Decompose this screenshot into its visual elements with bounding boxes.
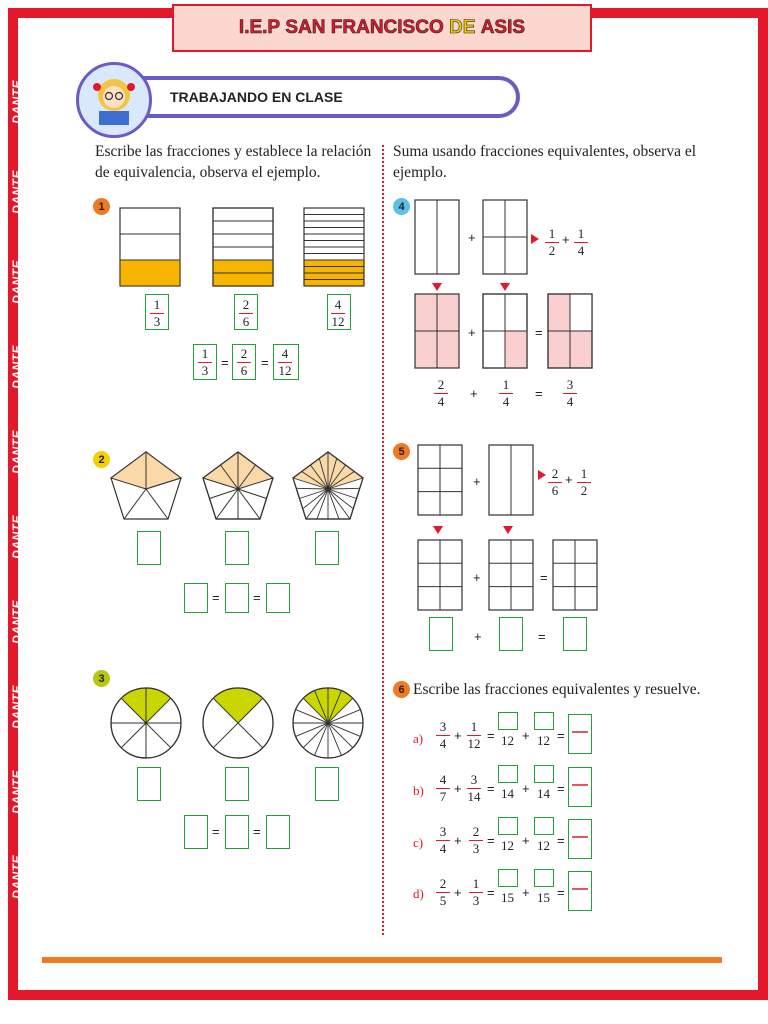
watermark-bottom-1: DANTE [36, 965, 80, 979]
p6-row-a-eq-1: = [487, 728, 495, 743]
p2-pentagon-fifths [108, 449, 188, 529]
p4-result-frac-1: 2 4 [434, 378, 448, 409]
p4-result-frac-2: 1 4 [499, 378, 513, 409]
p4-arrow-down-1 [432, 283, 442, 291]
p1-eq-fraction-3: 4 12 [278, 346, 292, 378]
watermark-bottom-8: DANTE [680, 965, 724, 979]
p3-eq-box-2[interactable] [225, 815, 249, 849]
p1-bar-sixths [213, 208, 275, 288]
watermark-top-1: DANTE [20, 20, 64, 34]
p4-plus-mid: + [468, 325, 476, 340]
watermark-bottom-3: DANTE [220, 965, 264, 979]
watermark-left-3: DANTE [10, 260, 24, 304]
p5-add-plus: + [565, 472, 573, 487]
p4-rect-halves [415, 200, 461, 276]
watermark-bottom-7: DANTE [588, 965, 632, 979]
p4-add-plus: + [562, 232, 570, 247]
p4-add-frac-2: 1 4 [574, 227, 588, 258]
watermark-left-1: DANTE [10, 80, 24, 124]
p2-eq-box-1[interactable] [184, 583, 208, 613]
section-title: TRABAJANDO EN CLASE [170, 89, 343, 105]
header-asis: ASIS [480, 17, 526, 38]
p6-row-a-frac-1: 3 4 [436, 720, 450, 751]
p6-row-c-num-box-1[interactable] [498, 817, 518, 835]
watermark-right-5: DANTE [740, 420, 754, 464]
p4-add-frac-1: 1 2 [545, 227, 559, 258]
p6-row-b-den-1: 14 [501, 786, 514, 801]
p6-row-a-num-box-1[interactable] [498, 712, 518, 730]
watermark-left-4: DANTE [10, 345, 24, 389]
p2-answer-1[interactable] [137, 531, 161, 565]
p6-row-d-eq-1: = [487, 885, 495, 900]
right-instruction: Suma usando fracciones equivalentes, observa el ejemplo. [393, 143, 697, 181]
watermark-top-4: DANTE [675, 20, 719, 34]
p3-equals-2: = [253, 824, 261, 839]
p3-circle-eighths [108, 685, 188, 765]
p6-result-bars [571, 732, 591, 932]
left-instruction: Escribe las fracciones y establece la relación de equivalencia, observa el ejemplo. [95, 143, 372, 181]
watermark-right-9: DANTE [740, 760, 754, 804]
watermark-top-2: DANTE [112, 20, 156, 34]
p6-row-d-num-box-1[interactable] [498, 869, 518, 887]
p6-row-a-num-box-2[interactable] [534, 712, 554, 730]
p6-row-a-eq-2: = [557, 728, 565, 743]
watermark-top-3: DANTE [598, 20, 642, 34]
p6-row-a-plus-1: + [454, 728, 462, 743]
p6-row-c-frac-1: 3 4 [436, 825, 450, 856]
p6-row-d-den-1: 15 [501, 890, 514, 905]
p6-row-a-frac-2: 1 12 [467, 719, 481, 751]
p4-plus-top: + [468, 230, 476, 245]
p6-row-c-den-2: 12 [537, 838, 550, 853]
p1-equals-2: = [261, 355, 269, 370]
p4-result-equals: = [535, 386, 543, 401]
p2-eq-box-3[interactable] [266, 583, 290, 613]
p5-result-equals: = [538, 629, 546, 644]
p3-answer-3[interactable] [315, 767, 339, 801]
problem-2-number: 2 [93, 451, 110, 468]
p2-equals-2: = [253, 590, 261, 605]
p5-result-box-3[interactable] [563, 617, 587, 651]
p6-row-c-den-1: 12 [501, 838, 514, 853]
p5-add-frac-2: 1 2 [577, 467, 591, 498]
problem-5-number: 5 [393, 443, 410, 460]
problem-1-number: 1 [93, 198, 110, 215]
column-divider [382, 145, 384, 935]
p3-circle-sixteenths [290, 685, 370, 765]
p6-row-b-plus-2: + [522, 781, 530, 796]
p6-row-b-plus-1: + [454, 781, 462, 796]
p6-row-b-num-box-2[interactable] [534, 765, 554, 783]
p3-answer-1[interactable] [137, 767, 161, 801]
p6-row-b-frac-2: 3 14 [467, 772, 481, 804]
p5-arrow-right [538, 470, 546, 480]
p5-result-box-1[interactable] [429, 617, 453, 651]
p3-eq-box-1[interactable] [184, 815, 208, 849]
p5-rect-sixths [418, 445, 464, 517]
p6-row-c-num-box-2[interactable] [534, 817, 554, 835]
header-de: DE [449, 17, 476, 38]
p4-result-plus: + [470, 386, 478, 401]
watermark-left-8: DANTE [10, 685, 24, 729]
p4-rect-three-quarters [548, 294, 594, 370]
watermark-bottom-5: DANTE [404, 965, 448, 979]
p6-row-c-plus-2: + [522, 833, 530, 848]
p6-instruction: Escribe las fracciones equivalentes y resuelve. [413, 681, 701, 698]
p6-row-a-den-2: 12 [537, 733, 550, 748]
p6-row-b-label: b) [413, 783, 424, 798]
p6-row-c-label: c) [413, 835, 424, 850]
p6-row-a-label: a) [413, 731, 424, 746]
p1-fraction-3: 4 12 [331, 297, 345, 329]
school-header [172, 4, 592, 52]
p6-row-c-eq-2: = [557, 833, 565, 848]
watermark-right-2: DANTE [740, 165, 754, 209]
p6-row-d-frac-1: 2 5 [436, 877, 450, 908]
p1-fraction-2: 2 6 [239, 298, 253, 329]
p5-rect-mid-3 [553, 540, 599, 612]
watermark-bottom-6: DANTE [496, 965, 540, 979]
p6-row-d-plus-2: + [522, 885, 530, 900]
p1-eq-fraction-1: 1 3 [198, 347, 212, 378]
p6-row-d-frac-2: 1 3 [469, 877, 483, 908]
p3-eq-box-3[interactable] [266, 815, 290, 849]
p5-plus-mid: + [473, 570, 481, 585]
p4-equals-mid: = [535, 325, 543, 340]
p2-answer-3[interactable] [315, 531, 339, 565]
p6-row-d-label: d) [413, 886, 424, 901]
p6-row-d-num-box-2[interactable] [534, 869, 554, 887]
p6-row-b-frac-1: 4 7 [436, 773, 450, 804]
section-banner [120, 76, 520, 118]
problem-3-number: 3 [93, 670, 110, 687]
p4-arrow-right [531, 234, 539, 244]
watermark-right-7: DANTE [740, 590, 754, 634]
watermark-right-4: DANTE [740, 335, 754, 379]
watermark-left-5: DANTE [10, 430, 24, 474]
p5-result-box-2[interactable] [499, 617, 523, 651]
watermark-right-3: DANTE [740, 250, 754, 294]
p6-row-c-frac-2: 2 3 [469, 825, 483, 856]
p1-bar-thirds [120, 208, 182, 288]
watermark-right-6: DANTE [740, 505, 754, 549]
watermark-right-8: DANTE [740, 675, 754, 719]
p5-rect-halves [489, 445, 535, 517]
p6-row-c-eq-1: = [487, 833, 495, 848]
p5-arrow-down-2 [503, 526, 513, 534]
p5-rect-mid-2 [489, 540, 535, 612]
p6-row-b-eq-2: = [557, 781, 565, 796]
p6-row-c-plus-1: + [454, 833, 462, 848]
watermark-left-9: DANTE [10, 770, 24, 814]
p5-equals-mid: = [540, 570, 548, 585]
p3-equals-1: = [212, 824, 220, 839]
watermark-bottom-4: DANTE [312, 965, 356, 979]
p6-row-d-den-2: 15 [537, 890, 550, 905]
p1-fraction-1: 1 3 [150, 298, 164, 329]
p5-plus-top: + [473, 474, 481, 489]
watermark-bottom-2: DANTE [130, 965, 174, 979]
p6-row-a-plus-2: + [522, 728, 530, 743]
footer-bar [42, 957, 722, 963]
p6-row-d-eq-2: = [557, 885, 565, 900]
header-iep: I.E.P [238, 17, 281, 38]
p4-result-frac-3: 3 4 [563, 378, 577, 409]
p5-arrow-down-1 [433, 526, 443, 534]
student-avatar [76, 62, 152, 138]
watermark-right-10: DANTE [740, 845, 754, 889]
p2-pentagon-tenths [200, 449, 280, 529]
problem-4-number: 4 [393, 198, 410, 215]
watermark-left-2: DANTE [10, 170, 24, 214]
p2-pentagon-twentieths [290, 449, 370, 529]
p4-arrow-down-2 [500, 283, 510, 291]
p1-bar-twelfths [304, 208, 366, 288]
p5-rect-mid-1 [418, 540, 464, 612]
p1-equals-1: = [221, 355, 229, 370]
header-school-name: SAN FRANCISCO [285, 17, 444, 38]
p1-eq-fraction-2: 2 6 [237, 347, 251, 378]
p6-row-a-den-1: 12 [501, 733, 514, 748]
p6-row-b-eq-1: = [487, 781, 495, 796]
p6-row-d-plus-1: + [454, 885, 462, 900]
p3-answer-2[interactable] [225, 767, 249, 801]
p6-row-b-den-2: 14 [537, 786, 550, 801]
p5-add-frac-1: 2 6 [548, 467, 562, 498]
p6-row-b-num-box-1[interactable] [498, 765, 518, 783]
problem-6-number: 6 [393, 681, 410, 698]
watermark-left-10: DANTE [10, 855, 24, 899]
p4-rect-one-quarter [483, 294, 529, 370]
watermark-left-7: DANTE [10, 600, 24, 644]
p4-rect-two-quarters [415, 294, 461, 370]
p3-circle-quarters [200, 685, 280, 765]
p5-result-plus: + [474, 629, 482, 644]
watermark-right-1: DANTE [740, 80, 754, 124]
p2-equals-1: = [212, 590, 220, 605]
p2-eq-box-2[interactable] [225, 583, 249, 613]
p2-answer-2[interactable] [225, 531, 249, 565]
watermark-left-6: DANTE [10, 515, 24, 559]
p4-rect-quarters [483, 200, 529, 276]
